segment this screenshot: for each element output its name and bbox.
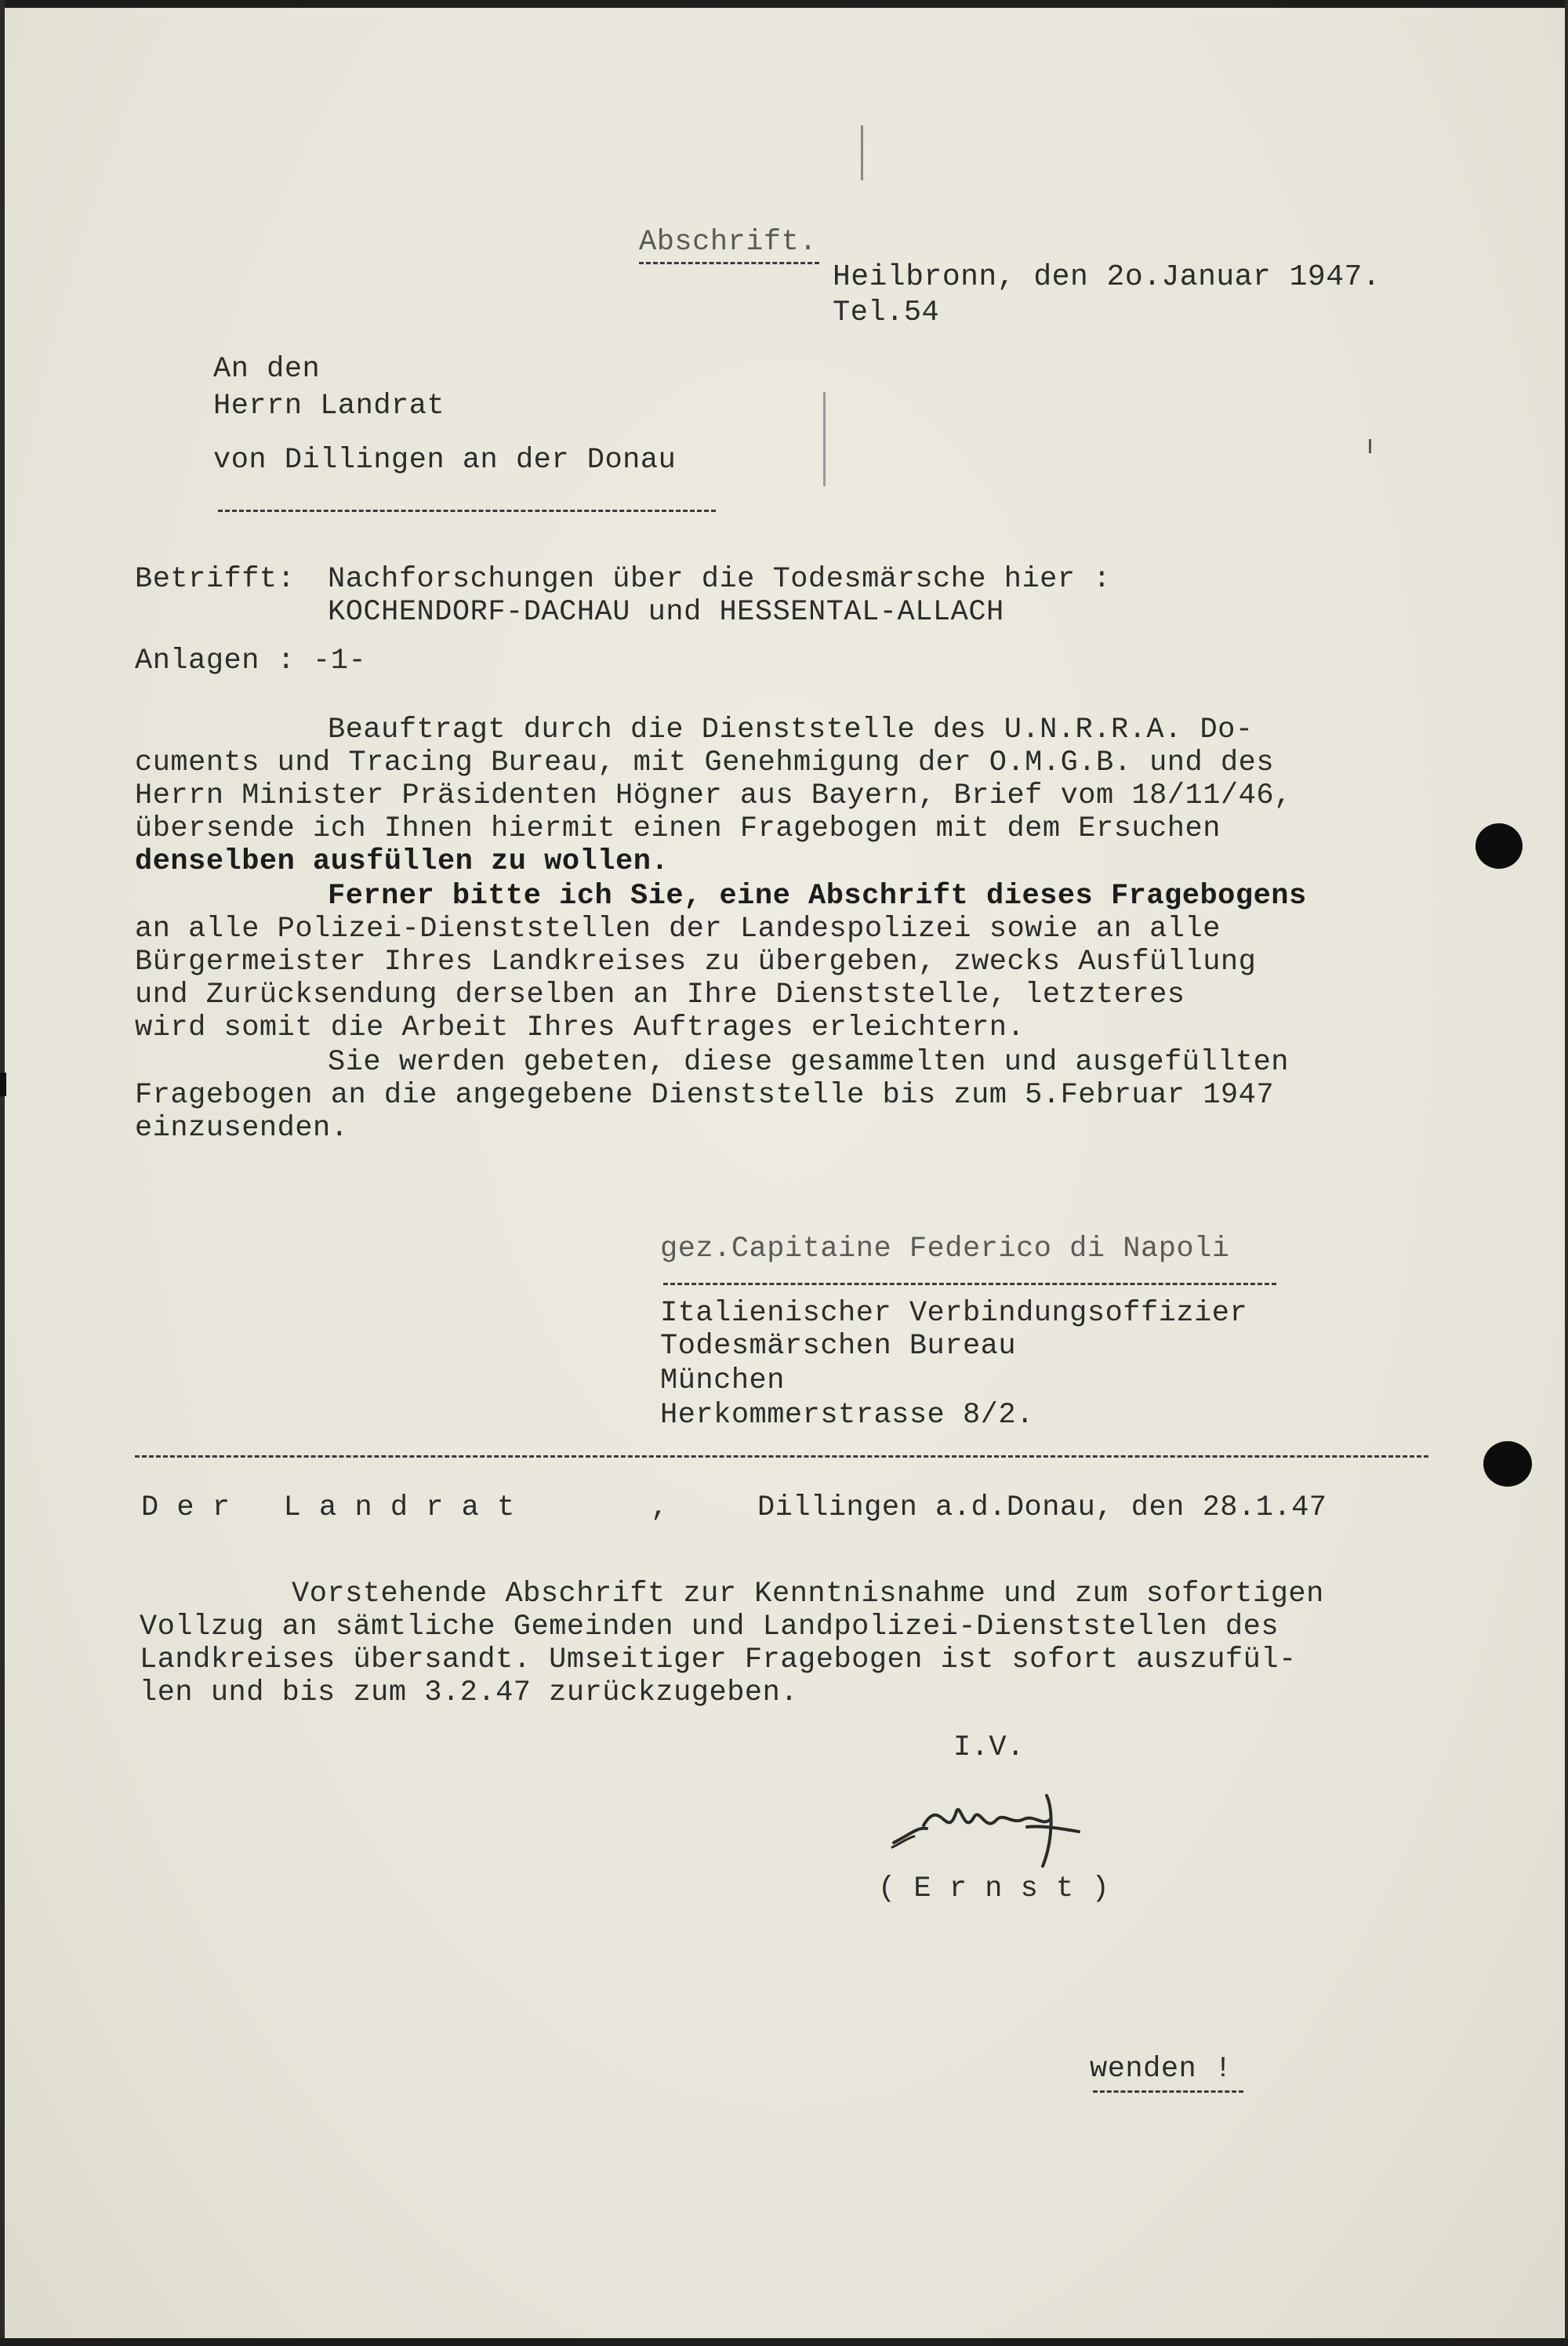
stray-mark [1369,439,1371,453]
body-p3-line-3: einzusenden. [135,1112,349,1145]
landrat-text-line-1: Vorstehende Abschrift zur Kenntnisnahme und zum sofortigen [292,1578,1324,1611]
punch-hole-lower [1483,1441,1532,1487]
body-p1-line-2: cuments und Tracing Bureau, mit Genehmigung der O.M.G.B. und des [135,746,1275,779]
body-p2-line-3: und Zurücksendung derselben an Ihre Dienststelle, letzteres [135,979,1185,1011]
body-p2-bold: Ferner bitte ich Sie, eine Abschrift dieses Fragebogens [328,880,1307,913]
signed-by: gez.Capitaine Federico di Napoli [660,1233,1230,1266]
section-separator [135,1455,1428,1458]
turn-over-note: wenden ! [1090,2053,1232,2086]
edge-mark [0,1073,6,1096]
landrat-text-line-2: Vollzug an sämtliche Gemeinden und Landpolizei-Dienststellen des [140,1611,1279,1643]
body-p3-line-1: Sie werden gebeten, diese gesammelten und ausgefüllten [328,1046,1289,1079]
doc-type-underline [639,262,819,264]
signer-title-1: Italienischer Verbindungsoffizier [660,1297,1248,1330]
subject-label: Betrifft: [135,563,296,596]
recipient-line-2: Herrn Landrat [213,390,445,423]
recipient-line-1: An den [213,353,321,386]
signer-street: Herkommerstrasse 8/2. [660,1399,1034,1432]
turn-over-underline [1093,2090,1243,2093]
scan-edge-top [0,0,1568,8]
signer-title-2: Todesmärschen Bureau [660,1330,1017,1363]
landrat-sender: D e r L a n d r a t [141,1491,515,1524]
body-p3-line-2: Fragebogen an die angegebene Dienststelle bis zum 5.Februar 1947 [135,1079,1275,1112]
signer-city: München [660,1364,785,1397]
telephone: Tel.54 [833,296,940,329]
handwritten-signature [886,1780,1137,1882]
landrat-text-line-3: Landkreises übersandt. Umseitiger Fragebogen ist sofort auszufül- [140,1643,1297,1676]
body-p2-line-2: Bürgermeister Ihres Landkreises zu übergeben, zwecks Ausfüllung [135,946,1257,979]
subject-line-2: KOCHENDORF-DACHAU und HESSENTAL-ALLACH [328,596,1004,629]
body-p1-line-4: übersende ich Ihnen hiermit einen Fragebogen mit dem Ersuchen [135,812,1221,845]
punch-hole-upper [1475,823,1523,869]
fold-mark-2 [823,392,826,486]
landrat-place-date: Dillingen a.d.Donau, den 28.1.47 [757,1491,1327,1524]
scan-edge-right [1565,0,1568,2346]
landrat-text-line-4: len und bis zum 3.2.47 zurückzugeben. [140,1676,799,1709]
place-date: Heilbronn, den 2o.Januar 1947. [833,260,1381,294]
subject-line-1: Nachforschungen über die Todesmärsche hier : [328,563,1111,596]
body-p1-bold: denselben ausfüllen zu wollen. [135,845,670,878]
body-p2-line-4: wird somit die Arbeit Ihres Auftrages erleichtern. [135,1011,1025,1044]
doc-type: Abschrift. [639,226,818,259]
body-p1-line-1: Beauftragt durch die Dienststelle des U.N.R.R.A. Do- [328,714,1254,746]
recipient-line-3: von Dillingen an der Donau [213,444,677,477]
landrat-comma: , [651,1491,669,1524]
body-p1-line-3: Herrn Minister Präsidenten Högner aus Bayern, Brief vom 18/11/46, [135,779,1292,812]
scan-edge-left [0,0,5,2346]
iv-label: I.V. [953,1731,1025,1764]
body-p2-line-1: an alle Polizei-Dienststellen der Landespolizei sowie an alle [135,913,1221,946]
signer-name: ( E r n s t ) [878,1872,1110,1905]
recipient-underline [218,510,716,512]
fold-mark [861,125,863,180]
attachments: Anlagen : -1- [135,645,367,677]
signature-underline [663,1283,1276,1285]
scan-edge-bottom [0,2338,1568,2346]
